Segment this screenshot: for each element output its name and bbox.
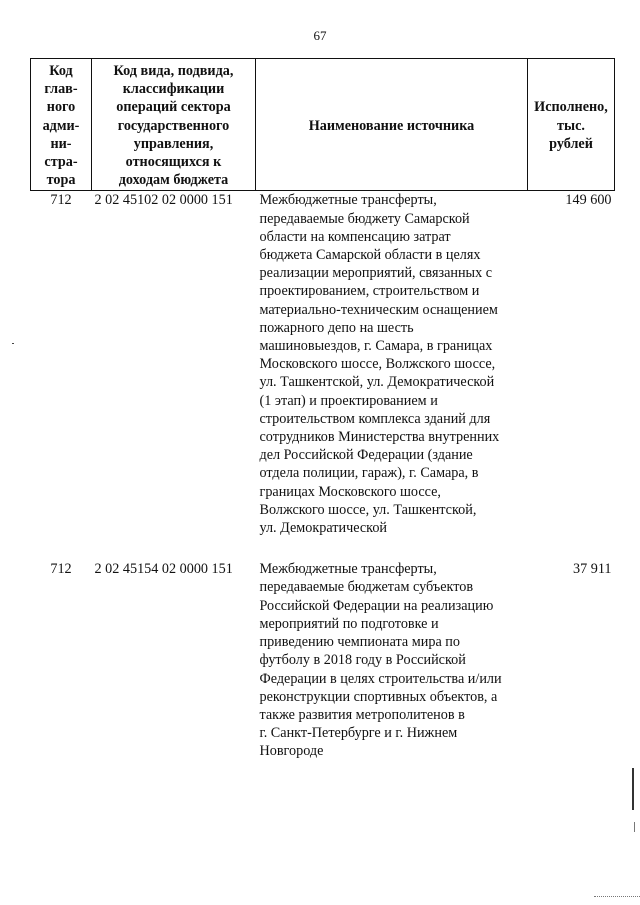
scan-artifact-edge-line	[632, 768, 634, 810]
scan-artifact-dot	[12, 343, 14, 344]
scan-artifact-bottom-dots	[594, 896, 640, 897]
header-admin-code: Код глав- ного адми- ни- стра- тора	[31, 59, 92, 191]
amount-cell: 149 600	[565, 192, 612, 209]
source-name-cell: Межбюджетные трансферты, передаваемые бюджету Самарской области на компенсацию затрат бюджета Самарской области в целях реализации мероприятий, связанных с проектированием, строительством и материально-техническим оснащением пожарного депо на шесть машиновыездов, г. Самара, в границах Московского шоссе, Волжского шоссе, ул. Ташкентской, ул. Демократической (1 этап) и проектированием и строительством комплекса зданий для сотрудников Министерства внутренних дел Российской Федерации (здание отдела полиции, гараж), г. Самара, в границах Московского шоссе, Волжского шоссе, ул. Ташкентской, ул. Демократической	[259, 192, 500, 537]
table-row	[31, 191, 615, 560]
table-row	[31, 560, 615, 760]
header-amount: Исполнено, тыс. рублей	[528, 59, 615, 191]
amount-cell: 37 911	[573, 561, 612, 578]
admin-code-cell: 712	[50, 192, 72, 209]
classification-code-cell: 2 02 45102 02 0000 151	[94, 192, 233, 209]
page-number: 67	[313, 28, 327, 43]
header-classification-code: Код вида, подвида, классификации операций сектора государственного управления, относящихся к доходам бюджета	[92, 59, 256, 191]
scan-artifact-edge-mark	[634, 822, 635, 832]
revenue-sources-table	[30, 58, 615, 761]
classification-code-cell: 2 02 45154 02 0000 151	[94, 561, 233, 578]
source-name-cell: Межбюджетные трансферты, передаваемые бюджетам субъектов Российской Федерации на реализацию мероприятий по подготовке и приведению чемпионата мира по футболу в 2018 году в Российской Федерации в целях строительства и/или реконструкции спортивных объектов, а также развития метрополитенов в г. Санкт-Петербурге и г. Нижнем Новгороде	[259, 561, 502, 760]
admin-code-cell: 712	[50, 561, 72, 578]
table-header-row	[31, 59, 615, 191]
header-source-name: Наименование источника	[256, 59, 528, 191]
